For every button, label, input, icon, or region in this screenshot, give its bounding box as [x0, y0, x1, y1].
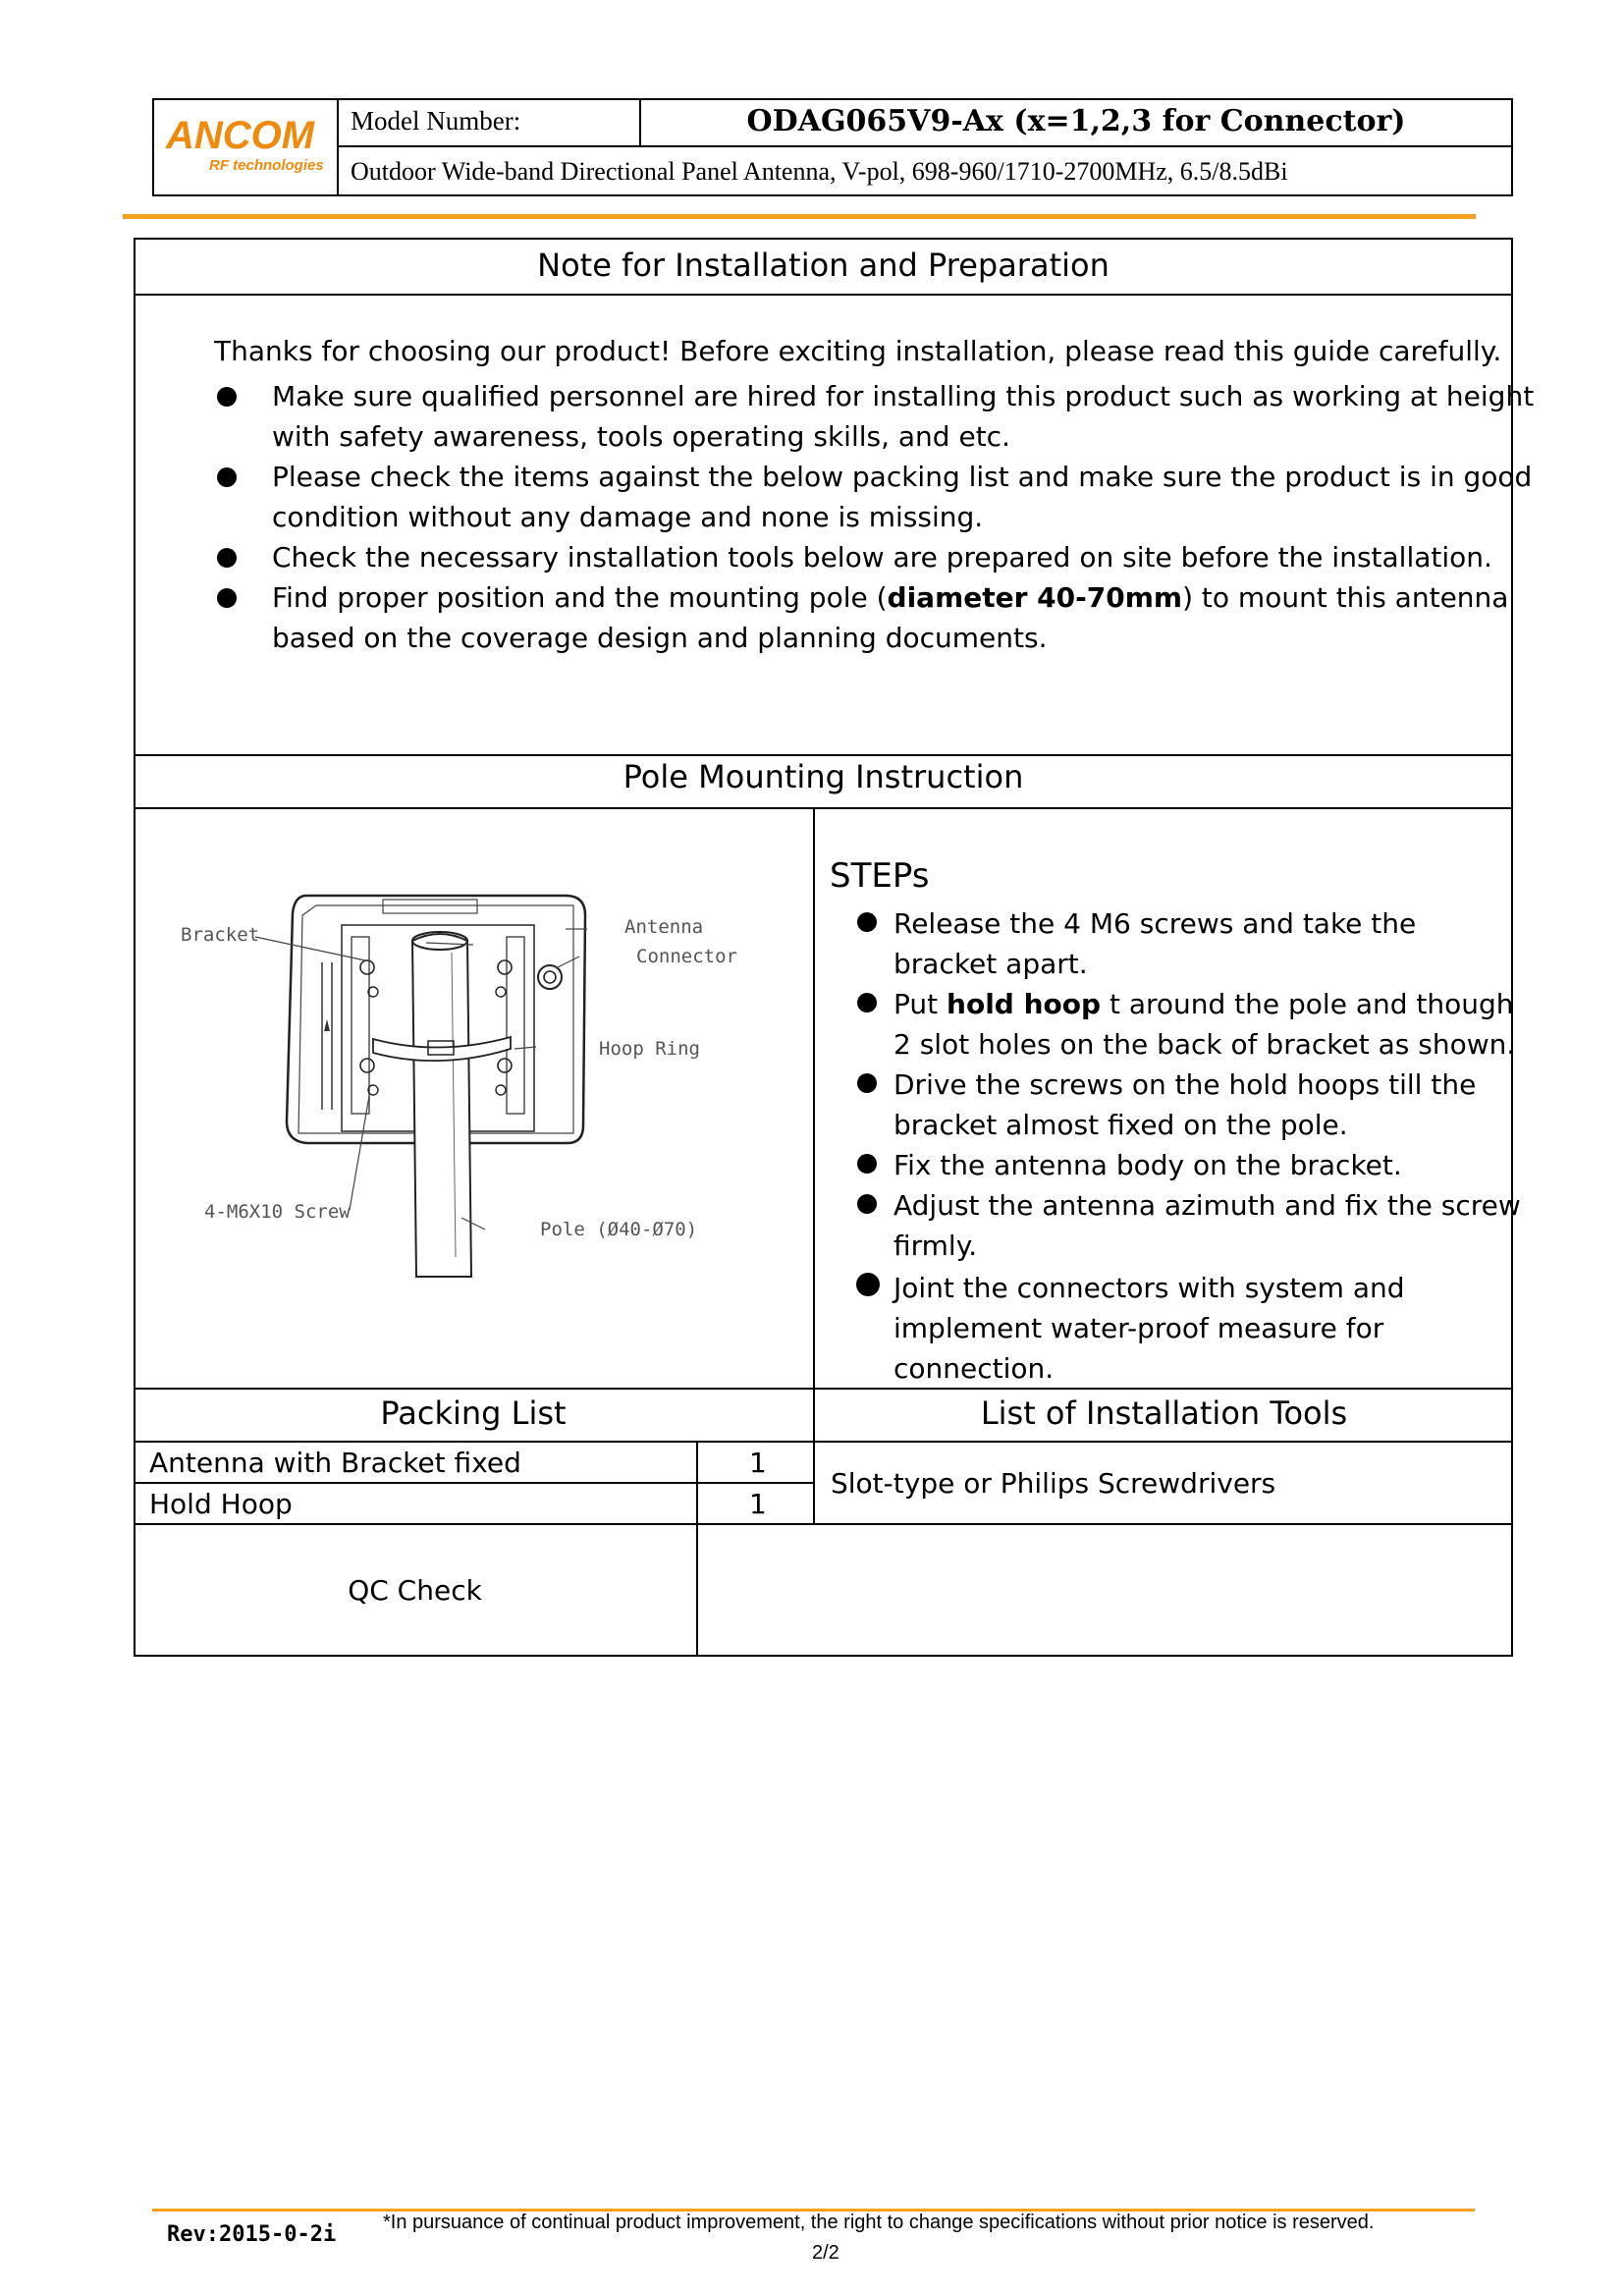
- step-2-post: t around the pole and though: [1101, 988, 1514, 1020]
- note-section-title: Note for Installation and Preparation: [537, 246, 1110, 284]
- diagram-label-antenna: Antenna: [624, 916, 704, 938]
- step-2-line-2: 2 slot holes on the back of bracket as shown.: [893, 1028, 1516, 1061]
- diagram-label-bracket: Bracket: [181, 924, 260, 946]
- footer-notice: *In pursuance of continual product improvement, the right to change specifications without prior notice is reserved.: [383, 2212, 1375, 2233]
- diagram-label-screw: 4-M6X10 Screw: [204, 1201, 351, 1223]
- note-bullet-4-line-1: [272, 577, 1508, 618]
- note-bullet-3-line-1: Check the necessary installation tools below are prepared on site before the installation.: [272, 541, 1492, 574]
- bolt: [498, 960, 512, 974]
- document-header: [152, 98, 1513, 196]
- step-6-line-2: implement water-proof measure for: [893, 1312, 1384, 1344]
- packing-qty-2: 1: [749, 1488, 767, 1520]
- product-description: Outdoor Wide-band Directional Panel Antenna, V-pol, 698-960/1710-2700MHz, 6.5/8.5dBi: [351, 157, 1288, 186]
- tools-list-title: List of Installation Tools: [980, 1394, 1348, 1432]
- divider: [134, 1441, 1513, 1443]
- step-2-pre: Put: [893, 988, 947, 1020]
- divider: [134, 807, 1513, 809]
- bolt: [498, 1059, 512, 1072]
- packing-qty-1: 1: [749, 1447, 767, 1479]
- leader-line: [556, 957, 579, 968]
- bullet-icon: [217, 387, 237, 407]
- pole-diameter-text: diameter 40-70mm: [887, 581, 1183, 614]
- divider: [134, 754, 1513, 756]
- revision-label: Rev:2015-0-2i: [167, 2222, 337, 2247]
- note-bullet-4-line-2: based on the coverage design and planning documents.: [272, 622, 1048, 654]
- bullet-icon: [857, 912, 877, 932]
- note-bullet-1-line-1: Make sure qualified personnel are hired for installing this product such as working at height: [272, 380, 1535, 412]
- bracket-slot: [507, 937, 524, 1114]
- bracket-slot: [352, 937, 369, 1114]
- step-5-line-2: firmly.: [893, 1230, 978, 1262]
- packing-item-2: Hold Hoop: [149, 1488, 293, 1520]
- top-plate: [383, 900, 477, 913]
- step-1-line-1: Release the 4 M6 screws and take the: [893, 907, 1417, 940]
- step-4-line-1: Fix the antenna body on the bracket.: [893, 1149, 1402, 1181]
- divider: [134, 1482, 815, 1484]
- connector-shape-inner: [544, 971, 556, 983]
- bolt: [360, 960, 374, 974]
- bolt: [496, 1085, 506, 1095]
- arrow-marker: [324, 1019, 330, 1031]
- qc-check-label: QC Check: [348, 1574, 482, 1607]
- bullet-icon: [857, 1073, 877, 1093]
- steps-title: STEPs: [830, 856, 930, 896]
- mounting-section-title: Pole Mounting Instruction: [623, 758, 1024, 795]
- divider: [134, 1388, 1513, 1390]
- leader-line: [255, 937, 365, 960]
- step-5-line-1: Adjust the antenna azimuth and fix the screw: [893, 1189, 1521, 1222]
- step-6-line-1: Joint the connectors with system and: [893, 1272, 1405, 1304]
- logo-main-text: ANCOM: [166, 114, 315, 157]
- step-3-line-1: Drive the screws on the hold hoops till the: [893, 1068, 1477, 1101]
- divider: [134, 294, 1513, 296]
- diagram-label-hoop-ring: Hoop Ring: [599, 1038, 700, 1060]
- tool-item-1: Slot-type or Philips Screwdrivers: [831, 1467, 1276, 1500]
- hold-hoop-text: hold hoop: [947, 988, 1102, 1020]
- packing-item-1: Antenna with Bracket fixed: [149, 1447, 521, 1479]
- note-intro: Thanks for choosing our product! Before exciting installation, please read this guide carefully.: [214, 335, 1502, 367]
- connector-shape: [538, 965, 562, 989]
- note-bullet-4-pre: Find proper position and the mounting pole (: [272, 581, 888, 614]
- bullet-icon: [856, 1273, 880, 1296]
- bullet-icon: [857, 1194, 877, 1214]
- bullet-icon: [217, 548, 237, 568]
- bolt: [496, 987, 506, 997]
- note-bullet-4-post: ) to mount this antenna: [1182, 581, 1509, 614]
- logo-sub-text: RF technologies: [209, 157, 324, 174]
- header-divider: [123, 214, 1476, 219]
- leader-line: [514, 1047, 536, 1049]
- bullet-icon: [857, 1154, 877, 1174]
- bullet-icon: [217, 467, 237, 487]
- mounting-diagram: [177, 864, 766, 1296]
- step-3-line-2: bracket almost fixed on the pole.: [893, 1109, 1348, 1141]
- note-bullet-2-line-1: Please check the items against the below packing list and make sure the product is in good: [272, 461, 1533, 493]
- packing-list-title: Packing List: [380, 1394, 567, 1432]
- divider: [134, 1523, 1513, 1525]
- bolt: [360, 1059, 374, 1072]
- step-1-line-2: bracket apart.: [893, 948, 1088, 980]
- bullet-icon: [217, 588, 237, 608]
- diagram-label-connector: Connector: [636, 946, 737, 967]
- step-2-line-1: [893, 984, 1514, 1024]
- step-6-line-3: connection.: [893, 1352, 1055, 1385]
- company-logo: [154, 100, 339, 194]
- diagram-label-pole: Pole (Ø40-Ø70): [540, 1219, 698, 1240]
- bullet-icon: [857, 993, 877, 1012]
- model-number-value: ODAG065V9-Ax (x=1,2,3 for Connector): [641, 100, 1511, 147]
- divider: [696, 1441, 698, 1657]
- page-number: 2/2: [812, 2242, 839, 2264]
- model-number-label: Model Number:: [339, 100, 641, 147]
- note-bullet-1-line-2: with safety awareness, tools operating skills, and etc.: [272, 420, 1010, 453]
- pole-shape: [412, 934, 471, 1277]
- note-bullet-2-line-2: condition without any damage and none is missing.: [272, 501, 984, 533]
